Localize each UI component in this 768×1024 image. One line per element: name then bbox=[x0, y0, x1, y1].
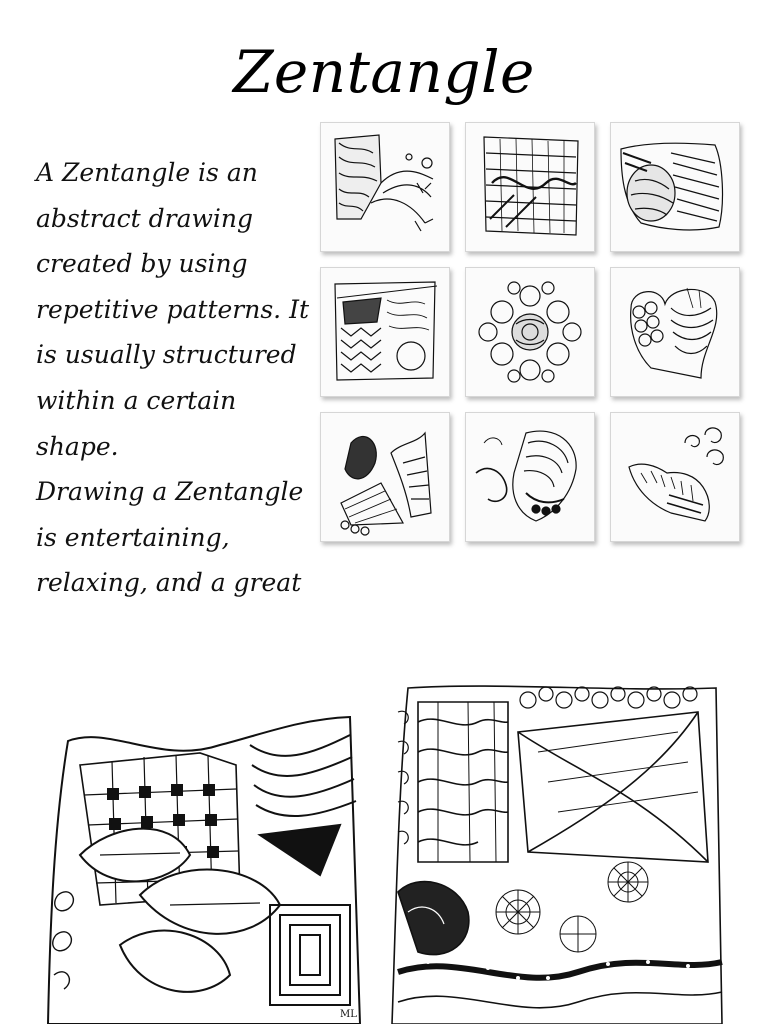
zentangle-tile-2 bbox=[465, 122, 595, 252]
zentangle-tile-4 bbox=[320, 267, 450, 397]
zentangle-tile-5 bbox=[465, 267, 595, 397]
intro-paragraph bbox=[36, 150, 311, 598]
large-zentangle-drawing-right bbox=[378, 672, 740, 1024]
intro-line: relaxing, and a great bbox=[36, 568, 302, 598]
intro-line: Drawing a Zentangle bbox=[36, 477, 304, 507]
zentangle-tile-gallery bbox=[318, 120, 742, 544]
artist-signature: ML bbox=[340, 1009, 357, 1020]
zentangle-tile-8 bbox=[465, 412, 595, 542]
intro-line: created by using bbox=[36, 249, 248, 279]
intro-line: abstract drawing bbox=[36, 203, 253, 233]
intro-line: within a certain shape. bbox=[36, 385, 237, 461]
zentangle-tile-6 bbox=[610, 267, 740, 397]
intro-line: repetitive patterns. It bbox=[36, 294, 309, 324]
zentangle-tile-9 bbox=[610, 412, 740, 542]
intro-line: is usually structured bbox=[36, 340, 297, 370]
large-zentangle-drawing-left bbox=[40, 705, 370, 1024]
intro-line: A Zentangle is an bbox=[36, 158, 258, 187]
intro-line: is entertaining, bbox=[36, 522, 230, 552]
page-title: Zentangle bbox=[233, 38, 535, 106]
zentangle-tile-3 bbox=[610, 122, 740, 252]
zentangle-tile-7 bbox=[320, 412, 450, 542]
zentangle-tile-1 bbox=[320, 122, 450, 252]
